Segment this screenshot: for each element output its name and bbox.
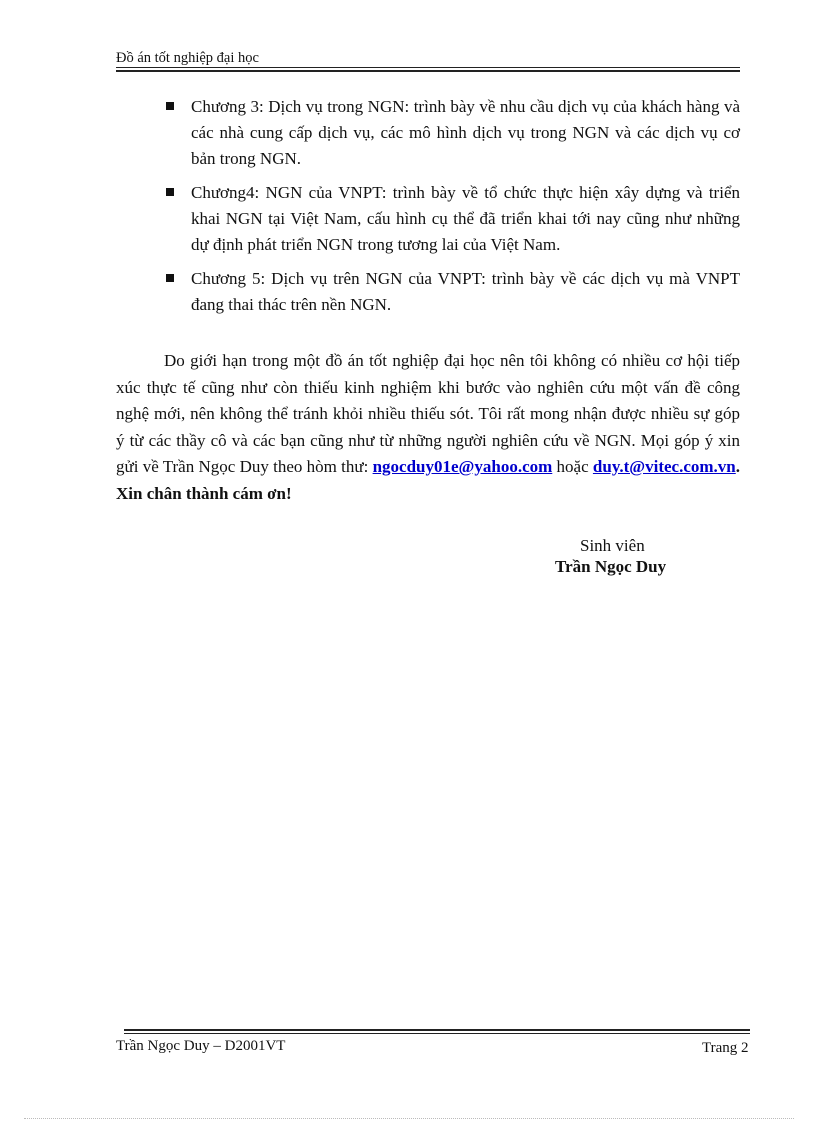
signature-name: Trần Ngọc Duy [555, 557, 667, 576]
signature-role: Sinh viên [580, 536, 645, 555]
header-rule-thin [116, 67, 740, 68]
footer-author: Trần Ngọc Duy – D2001VT [116, 1038, 286, 1054]
chapter-list [160, 94, 740, 326]
list-item [160, 94, 740, 172]
list-item-text: Chương4: NGN của VNPT: trình bày về tổ chức thực hiện xây dựng và triển khai NGN tại Việt Nam, cấu hình cụ thể đã triển khai tới nay cũng như những dự định phát triển NGN trong tương lai của Việt Nam. [191, 183, 740, 254]
square-bullet-icon [166, 188, 174, 196]
list-item-text: Chương 5: Dịch vụ trên NGN của VNPT: trình bày về các dịch vụ mà VNPT đang thai thác trên nền NGN. [191, 269, 740, 314]
email-link-vitec[interactable]: duy.t@vitec.com.vn [592, 457, 736, 476]
list-item-text: Chương 3: Dịch vụ trong NGN: trình bày về nhu cầu dịch vụ của khách hàng và các nhà cung cấp dịch vụ, các mô hình dịch vụ trong NGN và các dịch vụ cơ bản trong NGN. [191, 97, 740, 168]
footer-page-number: Trang 2 [702, 1040, 749, 1056]
list-item [160, 266, 740, 318]
body-paragraph [116, 348, 740, 507]
page-bottom-divider [24, 1118, 794, 1119]
paragraph-closing: . Xin chân thành cám ơn! [116, 457, 741, 503]
email-link-yahoo[interactable]: ngocduy01e@yahoo.com [372, 457, 553, 476]
square-bullet-icon [166, 102, 174, 110]
paragraph-text: Do giới hạn trong một đồ án tốt nghiệp đại học nên tôi không có nhiều cơ hội tiếp xúc thực tế cũng như còn thiếu kinh nghiệm khi bước vào nghiên cứu một vấn đề công nghệ mới, nên không thể tránh khỏi nhiều thiếu sót. Tôi rất mong nhận được nhiều sự góp ý từ các thầy cô và các bạn cũng như từ những người nghiên cứu về NGN. Mọi góp ý xin gửi về Trần Ngọc Duy theo hòm thư: [116, 351, 740, 476]
header-title: Đồ án tốt nghiệp đại học [116, 50, 259, 66]
footer-rule-thick [124, 1029, 750, 1031]
header-rule-thick [116, 70, 740, 72]
footer-rule-thin [124, 1033, 750, 1034]
paragraph-connector: hoặc [552, 457, 593, 476]
square-bullet-icon [166, 274, 174, 282]
list-item [160, 180, 740, 258]
